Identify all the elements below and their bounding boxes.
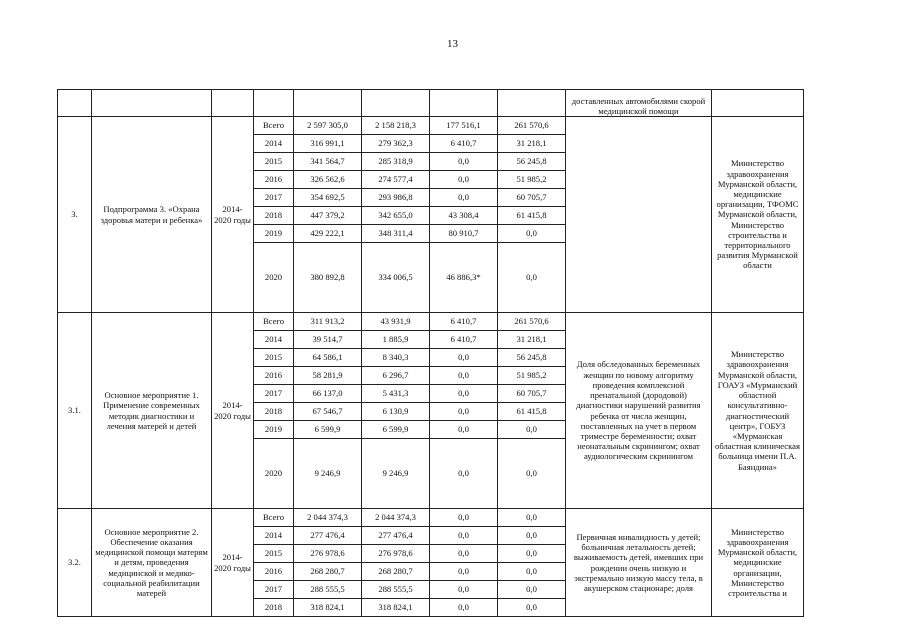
- value-cell: 43 931,9: [362, 313, 430, 331]
- value-cell: 6 130,9: [362, 403, 430, 421]
- value-cell: 51 985,2: [498, 171, 566, 189]
- section-title: Подпрограмма 3. «Охрана здоровья матери и ребенка»: [92, 117, 212, 313]
- total-cell: 58 281,9: [294, 367, 362, 385]
- value-cell: 5 431,3: [362, 385, 430, 403]
- value-cell: 51 985,2: [498, 367, 566, 385]
- value-cell: 0,0: [430, 421, 498, 439]
- value-cell: 9 246,9: [362, 439, 430, 509]
- cell-empty: [58, 90, 92, 117]
- table-row: [58, 509, 804, 527]
- total-cell: 288 555,5: [294, 581, 362, 599]
- cell-empty: [92, 90, 212, 117]
- total-cell: 2 044 374,3: [294, 509, 362, 527]
- value-cell: 0,0: [430, 171, 498, 189]
- total-cell: 67 546,7: [294, 403, 362, 421]
- indicator-cell: Первичная инвалидность у детей; больничная летальность детей; выживаемость детей, имевших при рождении очень низкую и экстремально низкую массу тела, в акушерском стационаре; доля: [566, 509, 712, 617]
- total-cell: 6 599,9: [294, 421, 362, 439]
- section-title: Основное мероприятие 1. Применение современных методик диагностики и лечения матерей и детей: [92, 313, 212, 509]
- value-cell: 0,0: [430, 385, 498, 403]
- value-cell: 0,0: [498, 599, 566, 617]
- indicator-cell: Доля обследованных беременных женщин по новому алгоритму проведения комплексной пренатальной (дородовой) диагностики нарушений развития ребенка от числа женщин, поставленных на учет в первом триместре беременности; охват неонатальным скринингом; охват аудиологическим скринингом: [566, 313, 712, 509]
- value-cell: 0,0: [430, 349, 498, 367]
- total-cell: 66 137,0: [294, 385, 362, 403]
- year-cell: 2016: [254, 563, 294, 581]
- value-cell: 0,0: [430, 439, 498, 509]
- program-table: [57, 89, 804, 617]
- cell-empty: [362, 90, 430, 117]
- value-cell: 0,0: [498, 243, 566, 313]
- value-cell: 80 910,7: [430, 225, 498, 243]
- table-body: [58, 90, 804, 617]
- table-row-continuation: [58, 90, 804, 117]
- executor-cell: Министерство здравоохранения Мурманской области, медицинские организации, ТФОМС Мурманской области, Министерство строительства и территориального развития Мурманской области: [712, 117, 804, 313]
- value-cell: 0,0: [430, 509, 498, 527]
- value-cell: 279 362,3: [362, 135, 430, 153]
- year-cell: 2016: [254, 171, 294, 189]
- total-cell: 268 280,7: [294, 563, 362, 581]
- value-cell: 2 158 218,3: [362, 117, 430, 135]
- value-cell: 276 978,6: [362, 545, 430, 563]
- section-number: 3.: [58, 117, 92, 313]
- value-cell: 0,0: [430, 599, 498, 617]
- total-cell: 39 514,7: [294, 331, 362, 349]
- cell-empty: [254, 90, 294, 117]
- value-cell: 0,0: [498, 421, 566, 439]
- year-cell: 2018: [254, 403, 294, 421]
- value-cell: 8 340,3: [362, 349, 430, 367]
- cell-empty: [498, 90, 566, 117]
- value-cell: 285 318,9: [362, 153, 430, 171]
- value-cell: 6 599,9: [362, 421, 430, 439]
- cell-empty: [294, 90, 362, 117]
- year-cell: 2018: [254, 207, 294, 225]
- year-cell: Всего: [254, 313, 294, 331]
- value-cell: 6 410,7: [430, 135, 498, 153]
- cell-empty: [712, 90, 804, 117]
- value-cell: 318 824,1: [362, 599, 430, 617]
- year-cell: 2014: [254, 527, 294, 545]
- value-cell: 0,0: [430, 403, 498, 421]
- value-cell: 261 570,6: [498, 313, 566, 331]
- value-cell: 6 410,7: [430, 331, 498, 349]
- value-cell: 274 577,4: [362, 171, 430, 189]
- value-cell: 0,0: [430, 153, 498, 171]
- value-cell: 31 218,1: [498, 331, 566, 349]
- value-cell: 0,0: [498, 563, 566, 581]
- year-cell: 2020: [254, 439, 294, 509]
- year-cell: 2017: [254, 581, 294, 599]
- value-cell: 61 415,8: [498, 207, 566, 225]
- value-cell: 348 311,4: [362, 225, 430, 243]
- section-number: 3.1.: [58, 313, 92, 509]
- value-cell: 334 006,5: [362, 243, 430, 313]
- total-cell: 380 892,8: [294, 243, 362, 313]
- value-cell: 0,0: [498, 527, 566, 545]
- year-cell: 2016: [254, 367, 294, 385]
- value-cell: 0,0: [498, 439, 566, 509]
- value-cell: 0,0: [430, 563, 498, 581]
- year-cell: 2014: [254, 135, 294, 153]
- value-cell: 342 655,0: [362, 207, 430, 225]
- year-cell: 2014: [254, 331, 294, 349]
- value-cell: 60 705,7: [498, 385, 566, 403]
- total-cell: 316 991,1: [294, 135, 362, 153]
- value-cell: 60 705,7: [498, 189, 566, 207]
- cell-empty: [212, 90, 254, 117]
- section-period: 2014-2020 годы: [212, 509, 254, 617]
- value-cell: 56 245,8: [498, 349, 566, 367]
- total-cell: 429 222,1: [294, 225, 362, 243]
- value-cell: 0,0: [498, 509, 566, 527]
- year-cell: 2019: [254, 225, 294, 243]
- year-cell: 2018: [254, 599, 294, 617]
- total-cell: 276 978,6: [294, 545, 362, 563]
- section-period: 2014-2020 годы: [212, 117, 254, 313]
- value-cell: 293 986,8: [362, 189, 430, 207]
- section-period: 2014-2020 годы: [212, 313, 254, 509]
- value-cell: 177 516,1: [430, 117, 498, 135]
- total-cell: 326 562,6: [294, 171, 362, 189]
- year-cell: 2017: [254, 189, 294, 207]
- total-cell: 277 476,4: [294, 527, 362, 545]
- cell-empty: [430, 90, 498, 117]
- total-cell: 318 824,1: [294, 599, 362, 617]
- value-cell: 31 218,1: [498, 135, 566, 153]
- year-cell: 2020: [254, 243, 294, 313]
- value-cell: 0,0: [498, 581, 566, 599]
- value-cell: 0,0: [498, 225, 566, 243]
- value-cell: 0,0: [430, 581, 498, 599]
- year-cell: 2015: [254, 153, 294, 171]
- indicator-cell: доставленных автомобилями скорой медицинской помощи: [566, 90, 712, 117]
- total-cell: 311 913,2: [294, 313, 362, 331]
- value-cell: 261 570,6: [498, 117, 566, 135]
- value-cell: 56 245,8: [498, 153, 566, 171]
- value-cell: 6 296,7: [362, 367, 430, 385]
- value-cell: 1 885,9: [362, 331, 430, 349]
- year-cell: 2017: [254, 385, 294, 403]
- value-cell: 46 886,3*: [430, 243, 498, 313]
- page-number: 13: [447, 38, 458, 50]
- total-cell: 354 692,5: [294, 189, 362, 207]
- value-cell: 43 308,4: [430, 207, 498, 225]
- indicator-cell: [566, 117, 712, 313]
- value-cell: 268 280,7: [362, 563, 430, 581]
- year-cell: 2015: [254, 545, 294, 563]
- total-cell: 9 246,9: [294, 439, 362, 509]
- value-cell: 0,0: [430, 527, 498, 545]
- year-cell: 2019: [254, 421, 294, 439]
- executor-cell: Министерство здравоохранения Мурманской области, медицинские организации, Министерство строительства и: [712, 509, 804, 617]
- value-cell: 0,0: [430, 367, 498, 385]
- value-cell: 0,0: [430, 189, 498, 207]
- total-cell: 64 586,1: [294, 349, 362, 367]
- total-cell: 341 564,7: [294, 153, 362, 171]
- section-number: 3.2.: [58, 509, 92, 617]
- value-cell: 277 476,4: [362, 527, 430, 545]
- year-cell: Всего: [254, 117, 294, 135]
- year-cell: 2015: [254, 349, 294, 367]
- table-row: [58, 313, 804, 331]
- value-cell: 2 044 374,3: [362, 509, 430, 527]
- section-title: Основное мероприятие 2. Обеспечение оказания медицинской помощи матерям и детям, проведения медицинской и медико-социальной реабилитации матерей: [92, 509, 212, 617]
- value-cell: 61 415,8: [498, 403, 566, 421]
- value-cell: 0,0: [498, 545, 566, 563]
- table-row: [58, 117, 804, 135]
- total-cell: 2 597 305,0: [294, 117, 362, 135]
- executor-cell: Министерство здравоохранения Мурманской области, ГОАУЗ «Мурманский областной консультативно-диагностический центр», ГОБУЗ «Мурманская областная клиническая больница имени П.А. Баяндина»: [712, 313, 804, 509]
- value-cell: 6 410,7: [430, 313, 498, 331]
- total-cell: 447 379,2: [294, 207, 362, 225]
- value-cell: 288 555,5: [362, 581, 430, 599]
- year-cell: Всего: [254, 509, 294, 527]
- value-cell: 0,0: [430, 545, 498, 563]
